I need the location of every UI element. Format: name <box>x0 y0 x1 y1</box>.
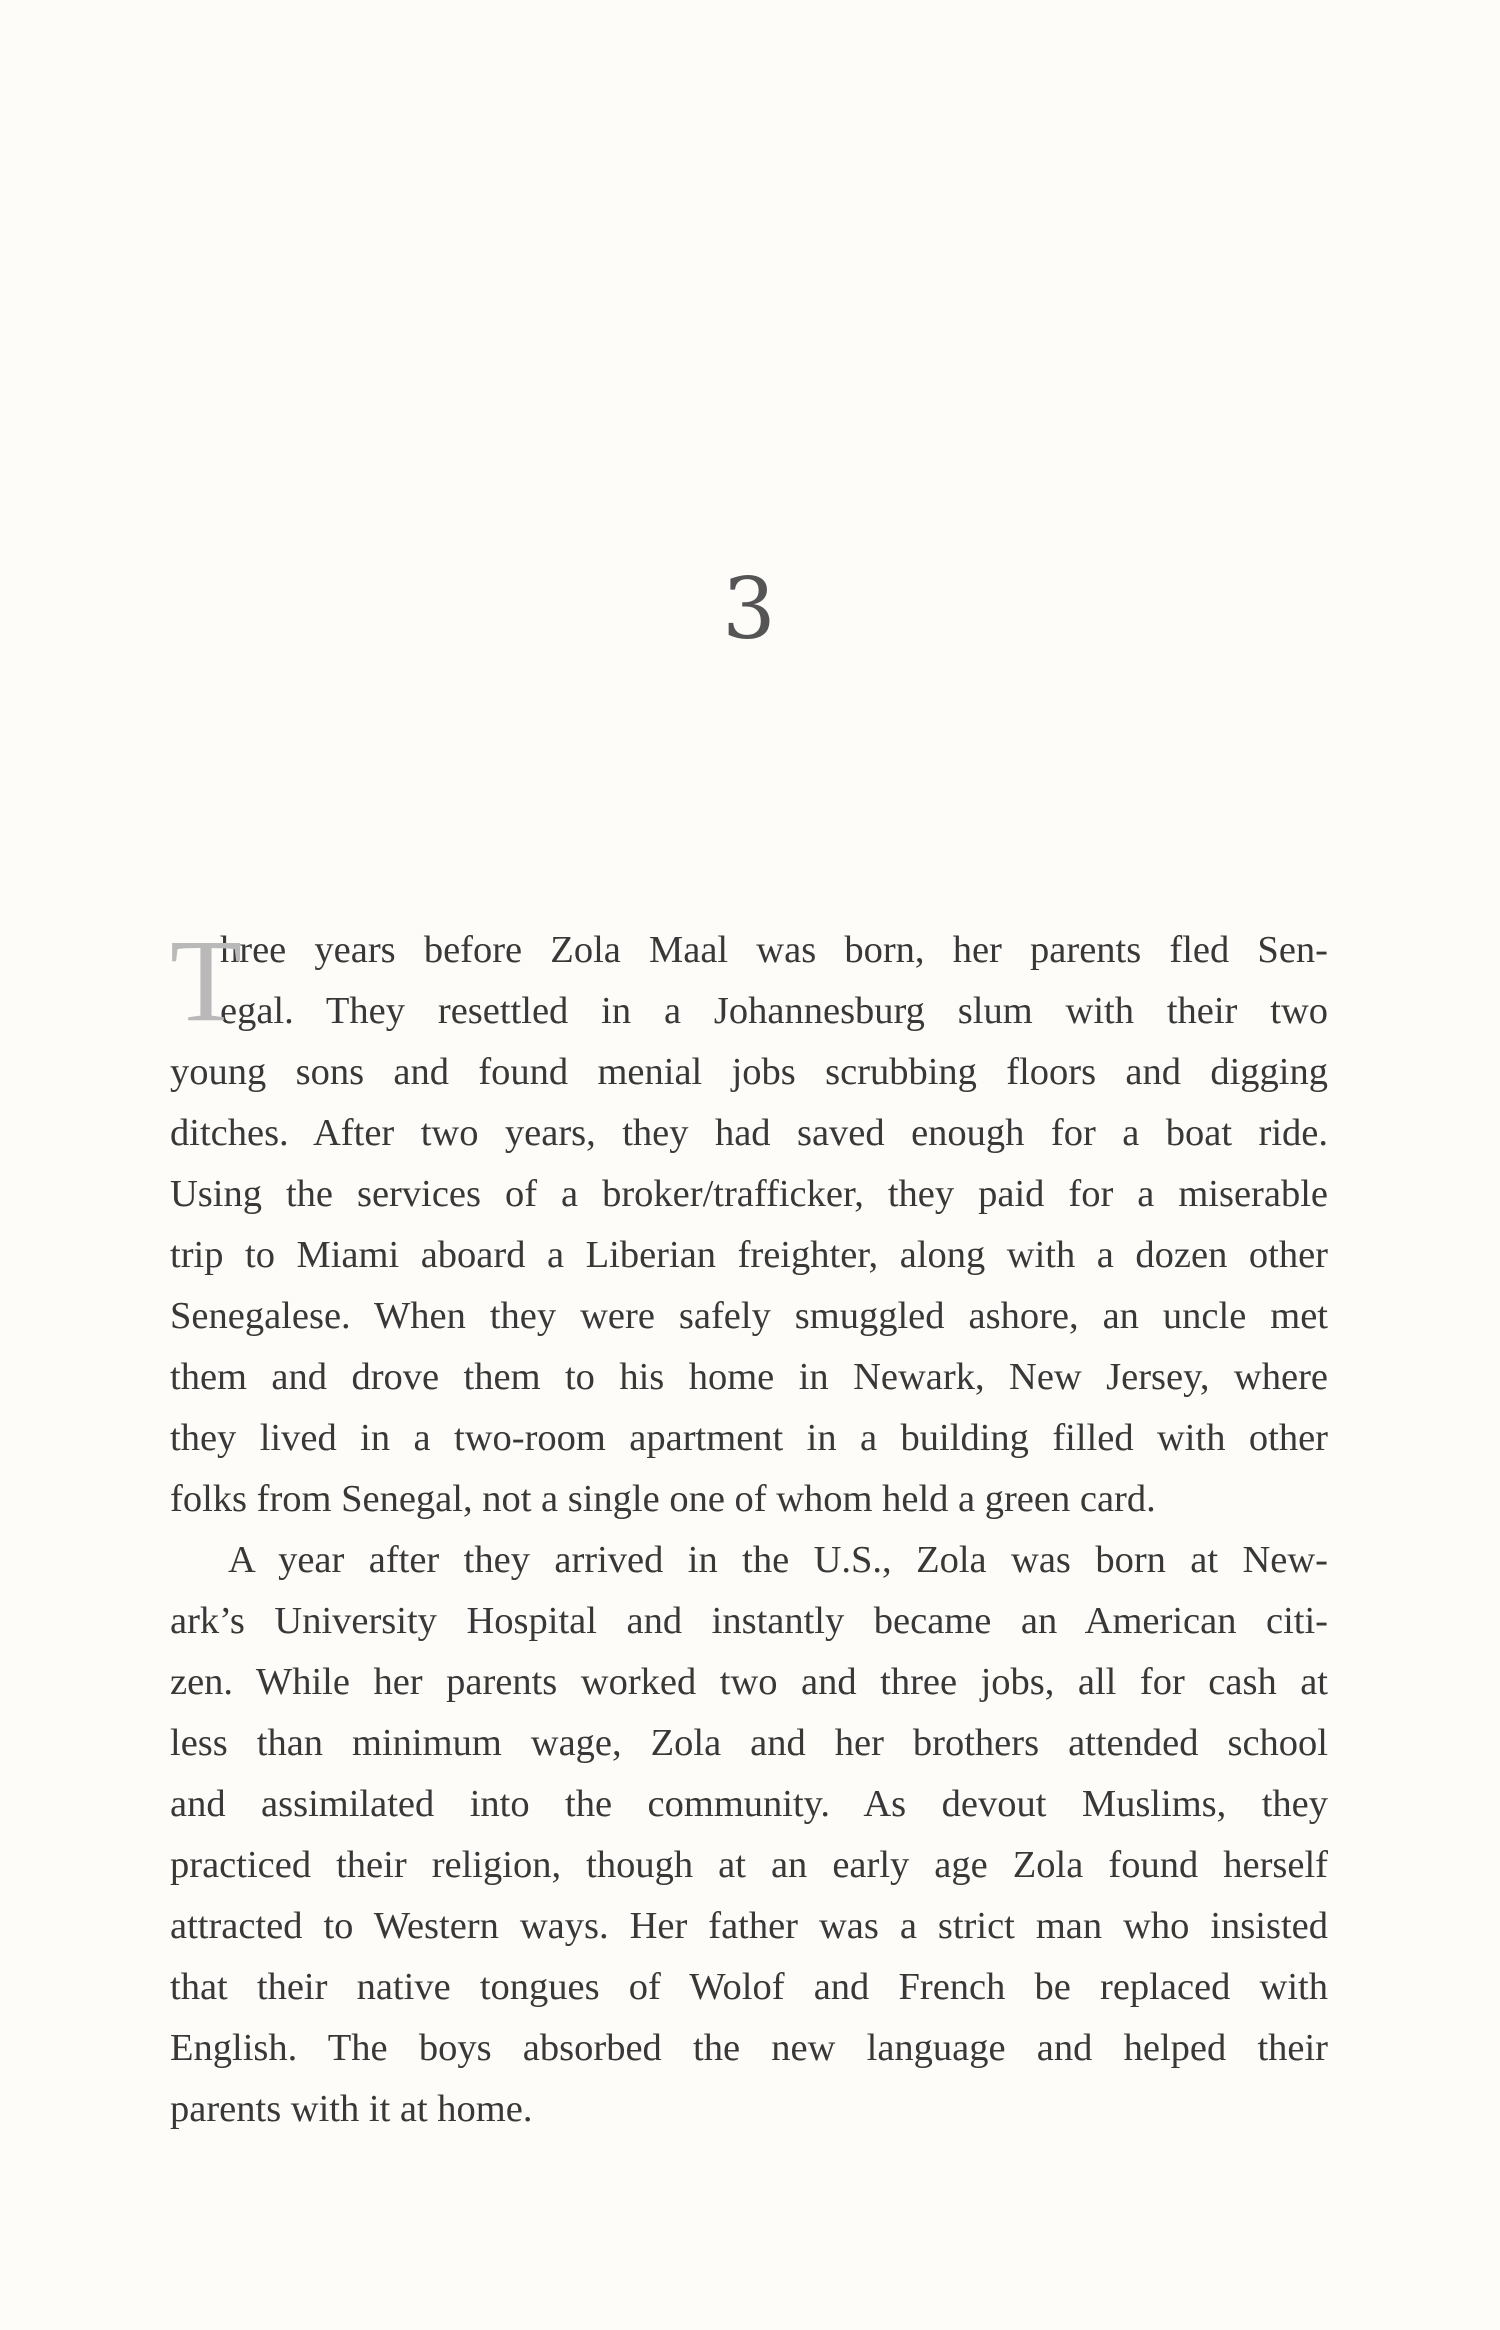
text-line: Using the services of a broker/trafficker, they paid for a miserable <box>170 1173 1328 1215</box>
text-line: them and drove them to his home in Newark, New Jersey, where <box>170 1356 1328 1398</box>
text-line: young sons and found menial jobs scrubbing floors and digging <box>170 1051 1328 1093</box>
text-line: ark’s University Hospital and instantly became an American citi- <box>170 1600 1328 1642</box>
text-line: zen. While her parents worked two and three jobs, all for cash at <box>170 1661 1328 1703</box>
text-line: they lived in a two-room apartment in a building filled with other <box>170 1417 1328 1459</box>
text-line: less than minimum wage, Zola and her brothers attended school <box>170 1722 1328 1764</box>
paragraph-2 <box>170 1530 1328 2140</box>
text-line: A year after they arrived in the U.S., Zola was born at New- <box>228 1539 1328 1581</box>
text-line: Senegalese. When they were safely smuggled ashore, an uncle met <box>170 1295 1328 1337</box>
text-line: English. The boys absorbed the new language and helped their <box>170 2027 1328 2069</box>
text-line: parents with it at home. <box>170 2088 533 2130</box>
text-line: that their native tongues of Wolof and French be replaced with <box>170 1966 1328 2008</box>
text-line: practiced their religion, though at an early age Zola found herself <box>170 1844 1328 1886</box>
text-line: and assimilated into the community. As devout Muslims, they <box>170 1783 1328 1825</box>
line-text: hree years before Zola Maal was born, her parents fled Sen- <box>220 929 1328 971</box>
text-line: attracted to Western ways. Her father was a strict man who insisted <box>170 1905 1328 1947</box>
text-line: folks from Senegal, not a single one of whom held a green card. <box>170 1478 1156 1520</box>
text-line: egal. They resettled in a Johannesburg slum with their two <box>220 990 1328 1032</box>
body-text <box>170 915 1328 2140</box>
text-line: ditches. After two years, they had saved enough for a boat ride. <box>170 1112 1328 1154</box>
chapter-number: 3 <box>722 560 778 658</box>
paragraph-1 <box>170 915 1328 1530</box>
drop-cap: T <box>170 915 243 1046</box>
text-line: trip to Miami aboard a Liberian freighter, along with a dozen other <box>170 1234 1328 1276</box>
